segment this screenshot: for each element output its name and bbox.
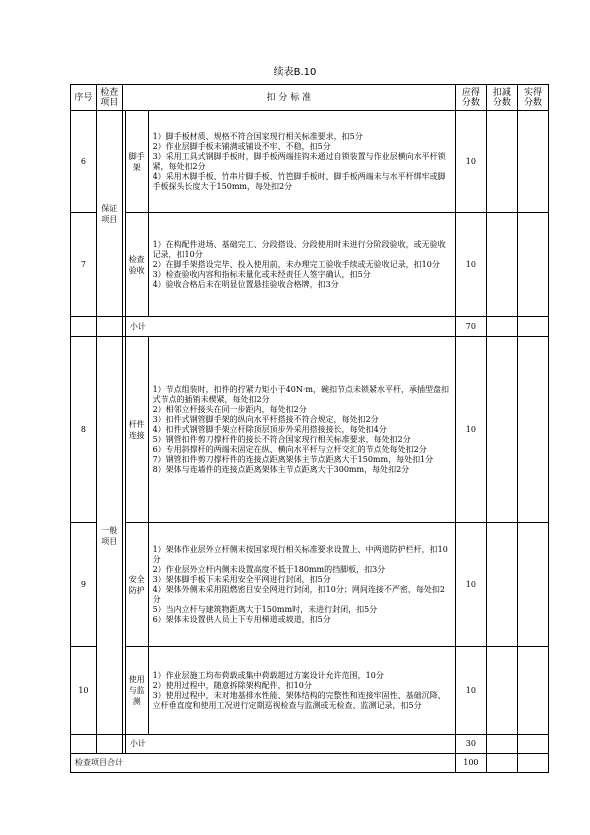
group-general-label: 一般 项目 — [96, 337, 122, 735]
total-deduct-cell[interactable] — [486, 754, 517, 773]
row-deduct-cell[interactable] — [486, 337, 517, 523]
standard-line: 3）检查验收内容和指标未量化或未经责任人签字确认，扣5分 — [152, 269, 371, 279]
row-actual-cell[interactable] — [517, 647, 548, 735]
header-deduct: 扣减 分数 — [486, 85, 517, 111]
header-check-item-text: 检查 项目 — [100, 87, 119, 108]
row-deduct-cell[interactable] — [486, 523, 517, 647]
subtotal-actual-cell[interactable] — [517, 317, 548, 337]
header-check-item — [96, 85, 122, 111]
standard-line: 7）钢管扣件剪刀撑杆件的连接点距离架体主节点距离大于150mm，每处扣1分 — [152, 454, 434, 464]
standard-line: 1）节点组装时，扣件的拧紧力矩小于40N·m，碗扣节点未锁紧水平杆，承插型盘扣式节点的插销未楔紧，每处扣2分 — [152, 384, 449, 404]
subtotal-deduct-cell[interactable] — [486, 735, 517, 754]
standard-line: 4）扣件式钢管脚手架立杆除顶层顶步外采用搭接接长，每处扣4分 — [152, 424, 387, 434]
subtotal-label: 小计 — [125, 317, 455, 337]
row-actual-cell[interactable] — [517, 111, 548, 213]
header-actual: 实得 分数 — [517, 85, 548, 111]
subtotal-row — [71, 735, 549, 754]
standard-line: 1）架体作业层外立杆侧未按国家现行相关标准要求设置上、中两道防护栏杆，扣10分 — [152, 544, 448, 564]
score-table — [70, 84, 549, 773]
table-row — [71, 111, 549, 213]
header-seq: 序号 — [71, 85, 97, 111]
row-standard — [148, 213, 455, 317]
row-seq: 7 — [71, 213, 97, 317]
group-guarantee-label: 保证 项目 — [96, 111, 122, 317]
row-deduct-cell[interactable] — [486, 647, 517, 735]
standard-line: 4）采用木脚手板、竹串片脚手板、竹笆脚手板时，脚手板两端未与水平杆绑牢或脚手板探头长度大于150mm，每处扣2分 — [152, 171, 446, 191]
total-label: 检查项目合计 — [71, 754, 456, 773]
standard-line: 5）当内立杆与建筑物距离大于150mm时，未进行封闭，扣5分 — [152, 604, 378, 614]
row-actual-cell[interactable] — [517, 523, 548, 647]
standard-line: 1）作业层施工均布荷载或集中荷载超过方案设计允许范围，10分 — [152, 670, 384, 680]
standard-line: 2）作业层脚手板未铺满或铺设不牢、不稳，扣5分 — [152, 141, 331, 151]
header-row — [71, 85, 549, 111]
subtotal-score: 70 — [455, 317, 486, 337]
row-actual-cell[interactable] — [517, 337, 548, 523]
row-full-score: 10 — [455, 647, 486, 735]
row-seq: 10 — [71, 647, 97, 735]
subtotal-actual-cell[interactable] — [517, 735, 548, 754]
standard-line: 8）架体与连墙件的连接点距离架体主节点距离大于300mm，每处扣2分 — [152, 464, 410, 474]
row-item: 使用 与监 测 — [125, 647, 148, 735]
standard-line: 3）使用过程中，未对地基排水性能、架体结构的完整性和连接牢固性、基础沉降、立杆垂直度和使用工况进行定期巡视检查与监测或无检查、监测记录，扣5分 — [152, 690, 446, 710]
empty-cell — [71, 735, 97, 754]
row-seq: 6 — [71, 111, 97, 213]
total-actual-cell[interactable] — [517, 754, 548, 773]
row-item: 安全 防护 — [125, 523, 148, 647]
table-row — [71, 213, 549, 317]
subtotal-row — [71, 317, 549, 337]
standard-line: 3）扣件式钢管脚手架的纵向水平杆搭接不符合规定，每处扣2分 — [152, 414, 379, 424]
row-standard — [148, 523, 455, 647]
row-item: 脚手 架 — [125, 111, 148, 213]
empty-cell — [96, 735, 122, 754]
row-item: 杆件 连接 — [125, 337, 148, 523]
empty-cell — [96, 317, 122, 337]
row-full-score: 10 — [455, 111, 486, 213]
standard-line: 2）在脚手架搭设完毕、投入使用前，未办理完工验收手续或无验收记录，扣10分 — [152, 259, 440, 269]
standard-line: 5）钢管扣件剪刀撑杆件的接长不符合国家现行相关标准要求，每处扣2分 — [152, 434, 411, 444]
empty-cell — [71, 317, 97, 337]
total-row — [71, 754, 549, 773]
header-standard: 扣 分 标 准 — [122, 85, 455, 111]
standard-line: 3）采用工具式钢脚手板时，脚手板两端挂钩未通过自锁装置与作业层横向水平杆锁紧，每处扣2分 — [152, 151, 446, 171]
header-full-score: 应得 分数 — [455, 85, 486, 111]
row-seq: 8 — [71, 337, 97, 523]
subtotal-deduct-cell[interactable] — [486, 317, 517, 337]
row-deduct-cell[interactable] — [486, 213, 517, 317]
standard-line: 2）作业层外立杆内侧未设置高度不低于180mm的挡脚板，扣3分 — [152, 564, 386, 574]
table-row — [71, 523, 549, 647]
row-full-score: 10 — [455, 213, 486, 317]
row-standard — [148, 647, 455, 735]
table-row — [71, 337, 549, 523]
standard-line: 2）相邻立杆接头在同一步距内，每处扣2分 — [152, 404, 307, 414]
row-full-score: 10 — [455, 523, 486, 647]
standard-line: 6）专用斜撑杆的两端未固定在纵、横向水平杆与立杆交汇的节点处每处扣2分 — [152, 444, 427, 454]
row-standard — [148, 111, 455, 213]
row-deduct-cell[interactable] — [486, 111, 517, 213]
table-row — [71, 647, 549, 735]
total-score: 100 — [455, 754, 486, 773]
standard-line: 4）架体外侧未采用阻燃密目安全网进行封闭，扣10分；网间连接不严密，每处扣2分 — [152, 584, 445, 604]
row-seq: 9 — [71, 523, 97, 647]
subtotal-score: 30 — [455, 735, 486, 754]
row-standard — [148, 337, 455, 523]
standard-line: 2）使用过程中，随意拆除架构配件，扣10分 — [152, 680, 312, 690]
standard-line: 1）脚手板材质、规格不符合国家现行相关标准要求，扣5分 — [152, 131, 363, 141]
standard-line: 4）验收合格后未在明显位置悬挂验收合格牌，扣3分 — [152, 279, 339, 289]
row-actual-cell[interactable] — [517, 213, 548, 317]
standard-line: 6）架体未设置供人员上下专用梯道或坡道，扣5分 — [152, 614, 331, 624]
table-title: 续表B.10 — [273, 67, 317, 78]
row-full-score: 10 — [455, 337, 486, 523]
standard-line: 3）架体脚手板下未采用安全平网进行封闭，扣5分 — [152, 574, 331, 584]
subtotal-label: 小计 — [125, 735, 455, 754]
row-item: 检查 验收 — [125, 213, 148, 317]
standard-line: 1）在构配件进场、基础完工、分段搭设、分段使用时未进行分阶段验收，或无验收记录，扣10分 — [152, 239, 446, 259]
